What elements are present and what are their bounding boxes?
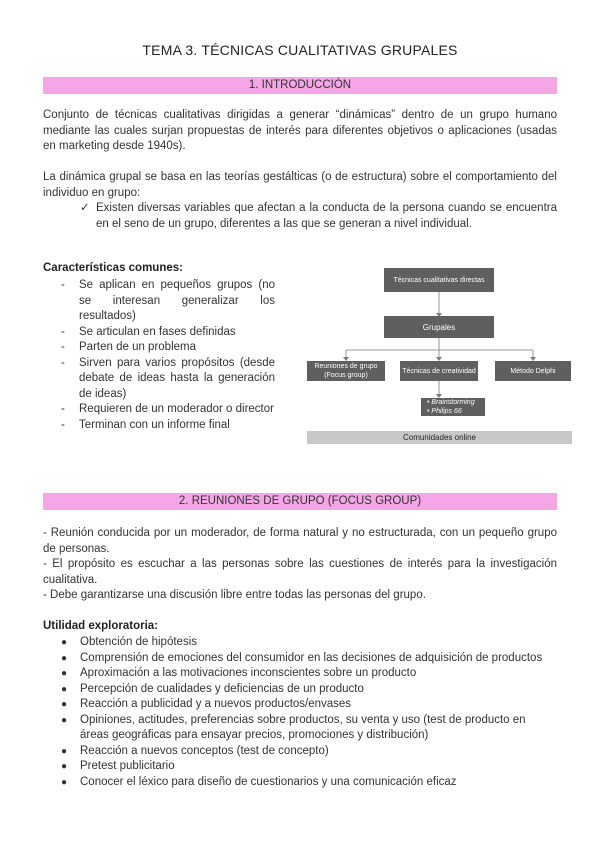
intro-paragraph: Conjunto de técnicas cualitativas dirigidas a generar “dinámicas” dentro de un grupo humano mediante las cuales surjan propuestas de interés para diferentes objetivos o aplicaciones (usadas en marketing desde 1940s). bbox=[43, 109, 557, 152]
list-item: ● Comprensión de emociones del consumidor en las decisiones de adquisición de productos bbox=[43, 651, 557, 667]
dash-bullet: - bbox=[61, 325, 65, 338]
list-item: ● Reacción a nuevos conceptos (test de concepto) bbox=[43, 744, 557, 760]
diagram-subitem: • Philips 66 bbox=[427, 408, 462, 415]
list-item: ● Opiniones, actitudes, preferencias sobre productos, su venta y uso (test de producto en áreas geográficas para ensayar precios, promociones y distribución) bbox=[61, 713, 526, 741]
diagram-subitem: • Brainstorming bbox=[427, 399, 475, 406]
dot-bullet: ● bbox=[61, 745, 68, 757]
diagram-node-subtechniques bbox=[421, 398, 485, 416]
dot-bullet: ● bbox=[61, 652, 68, 664]
list-item: ● Conocer el léxico para diseño de cuestionarios y una comunicación eficaz bbox=[43, 775, 557, 791]
dot-bullet: ● bbox=[61, 699, 68, 710]
list-item: - Se aplican en pequeños grupos (no se interesan generalizar los resultados) bbox=[61, 279, 275, 322]
list-item: - Parten de un problema bbox=[43, 340, 275, 356]
page-title: TEMA 3. TÉCNICAS CUALITATIVAS GRUPALES bbox=[142, 42, 458, 58]
dash-bullet: - bbox=[61, 356, 65, 369]
list-item: ● Reacción a publicidad y a nuevos productos/envases bbox=[43, 697, 557, 713]
section-heading-focus-group: 2. REUNIONES DE GRUPO (FOCUS GROUP) bbox=[43, 493, 557, 510]
dot-bullet: ● bbox=[61, 776, 68, 788]
diagram-node-focus-group: Reuniones de grupo (Focus group) bbox=[307, 361, 385, 381]
utility-label: Utilidad exploratoria: bbox=[43, 620, 159, 632]
dot-bullet: ● bbox=[61, 637, 68, 648]
dash-bullet: - bbox=[61, 279, 65, 291]
diagram-node-creatividad: Técnicas de creatividad bbox=[400, 361, 478, 381]
list-item: ● Obtención de hipótesis bbox=[43, 635, 557, 651]
dash-bullet: - bbox=[61, 418, 65, 431]
focus-line: - Reunión conducida por un moderador, de forma natural y no estructurada, con un pequeño grupo de personas. bbox=[43, 527, 557, 555]
check-icon: ✓ bbox=[80, 202, 90, 214]
diagram-node-root: Técnicas cualitativas directas bbox=[384, 268, 494, 292]
dash-bullet: - bbox=[61, 403, 65, 415]
dash-bullet: - bbox=[61, 341, 65, 353]
dot-bullet: ● bbox=[61, 714, 68, 726]
gestalt-paragraph: La dinámica grupal se basa en las teorías gestálticas (o de estructura) sobre el comportamiento del individuo en grupo: bbox=[43, 171, 557, 199]
dot-bullet: ● bbox=[61, 668, 68, 679]
dot-bullet: ● bbox=[61, 683, 68, 695]
list-item: - Terminan con un informe final bbox=[43, 418, 275, 434]
focus-line: - El propósito es escuchar a las personas sobre las cuestiones de interés para la investigación cualitativa. bbox=[43, 558, 557, 586]
check-item-text: Existen diversas variables que afectan a la conducta de la persona cuando se encuentra en el seno de un grupo, diferentes a las que se generan a nivel individual. bbox=[96, 202, 557, 230]
diagram-node-grupales: Grupales bbox=[384, 316, 494, 338]
focus-line: - Debe garantizarse una discusión libre entre todas las personas del grupo. bbox=[43, 589, 426, 601]
diagram-node-delphi: Método Delphi bbox=[495, 361, 571, 381]
list-item: - Sirven para varios propósitos (desde debate de ideas hasta la generación de ideas) bbox=[61, 356, 275, 400]
check-item bbox=[80, 201, 557, 232]
features-list bbox=[43, 278, 275, 433]
features-label: Características comunes: bbox=[43, 262, 183, 274]
list-item: ● Percepción de cualidades y deficiencias de un producto bbox=[43, 682, 557, 698]
list-item: - Requieren de un moderador o director bbox=[43, 402, 275, 418]
diagram-bar-online: Comunidades online bbox=[307, 431, 572, 444]
list-item: - Se articulan en fases definidas bbox=[43, 325, 275, 341]
list-item: ● Aproximación a las motivaciones inconscientes sobre un producto bbox=[43, 666, 557, 682]
utility-list bbox=[43, 635, 557, 790]
list-item: ● Pretest publicitario bbox=[43, 759, 557, 775]
dot-bullet: ● bbox=[61, 761, 68, 772]
section-heading-introduccion: 1. INTRODUCCIÓN bbox=[43, 77, 557, 94]
